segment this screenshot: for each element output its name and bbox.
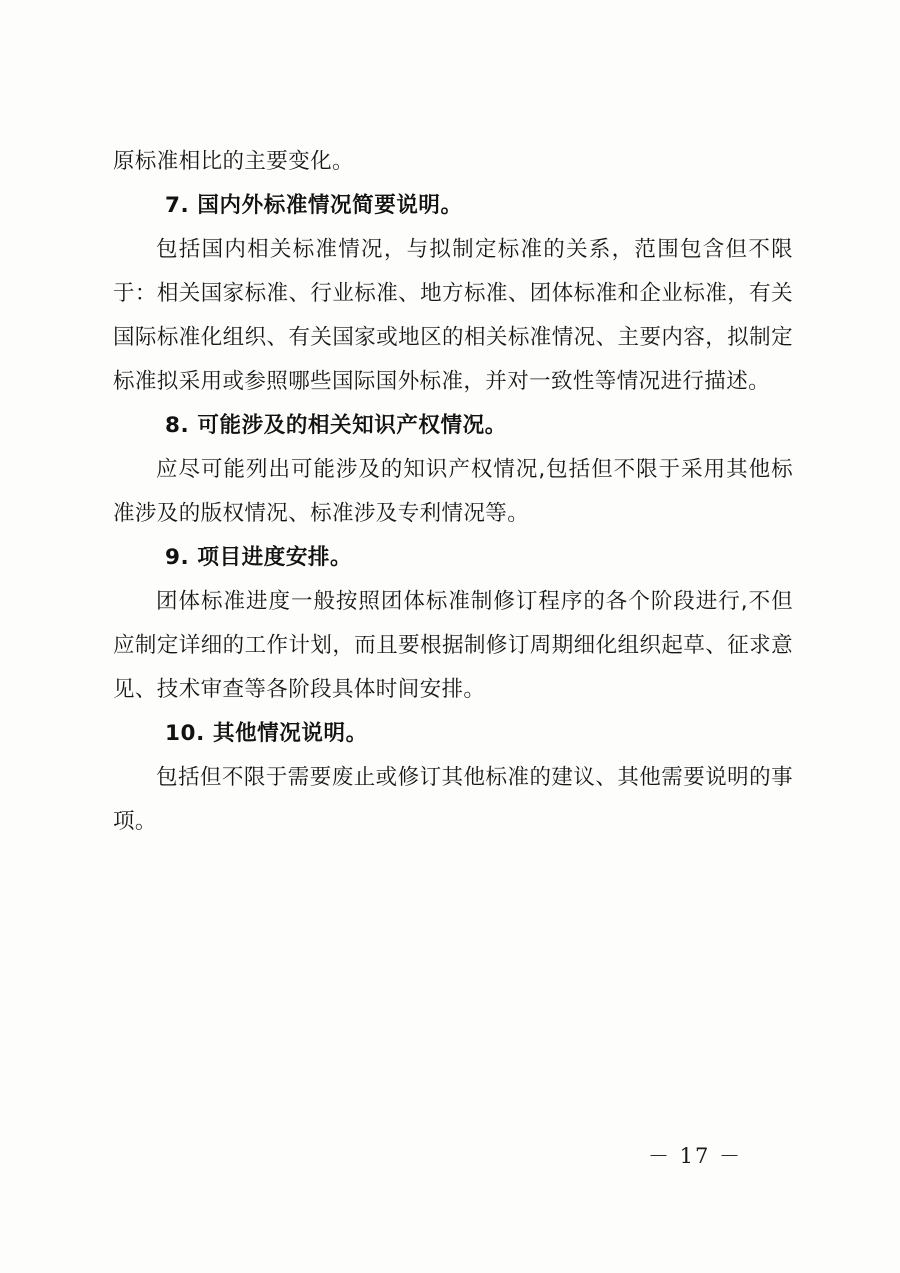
page-number: － 17 － (647, 1144, 743, 1168)
section-heading-9: 9. 项目进度安排。 (165, 545, 353, 570)
section-body-9: 团体标准进度一般按照团体标准制修订程序的各个阶段进行,不但应制定详细的工作计划，而且要根据制修订周期细化组织起草、征求意见、技术审查等各阶段具体时间安排。 (113, 589, 793, 702)
document-body (113, 140, 793, 844)
section-heading-10: 10. 其他情况说明。 (165, 721, 368, 746)
page-number-container (0, 1140, 900, 1170)
section-body-10: 包括但不限于需要废止或修订其他标准的建议、其他需要说明的事项。 (113, 765, 793, 834)
paragraph-continuation: 原标准相比的主要变化。 (113, 149, 354, 174)
section-body-7: 包括国内相关标准情况，与拟制定标准的关系，范围包含但不限于：相关国家标准、行业标准、地方标准、团体标准和企业标准，有关国际标准化组织、有关国家或地区的相关标准情况、主要内容，拟制定标准拟采用或参照哪些国际国外标准，并对一致性等情况进行描述。 (113, 237, 793, 394)
section-body-8: 应尽可能列出可能涉及的知识产权情况,包括但不限于采用其他标准涉及的版权情况、标准涉及专利情况等。 (113, 457, 793, 526)
section-heading-7: 7. 国内外标准情况简要说明。 (165, 193, 463, 218)
section-heading-8: 8. 可能涉及的相关知识产权情况。 (165, 413, 507, 438)
